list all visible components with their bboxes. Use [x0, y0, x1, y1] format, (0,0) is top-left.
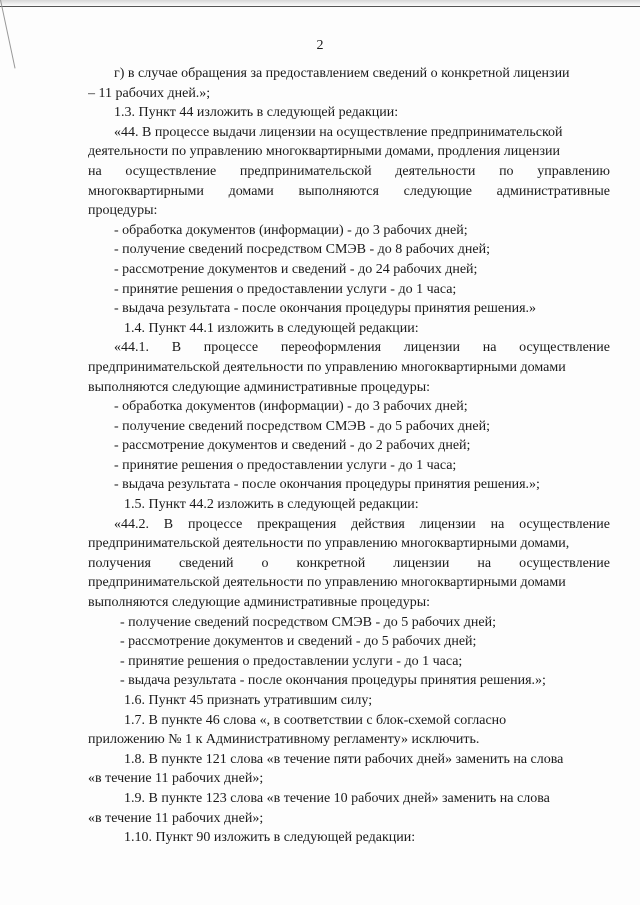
- text-line: 1.6. Пункт 45 признать утратившим силу;: [124, 693, 373, 708]
- text-line: деятельности по управлению многоквартирными домами, продления лицензии: [88, 144, 560, 160]
- text-line: процедуры:: [88, 203, 158, 219]
- text-line: многоквартирными домами выполняются следующие административные: [88, 183, 610, 199]
- list-item: - рассмотрение документов и сведений - до 2 рабочих дней;: [114, 438, 471, 454]
- text-line: «в течение 11 рабочих дней»;: [88, 810, 264, 826]
- list-item: - получение сведений посредством СМЭВ - до 8 рабочих дней;: [114, 242, 491, 258]
- text-line: 1.7. В пункте 46 слова «, в соответствии с блок-схемой согласно: [124, 712, 507, 728]
- scan-corner-mark: [0, 0, 16, 68]
- text-line: приложению № 1 к Административному регламенту» исключить.: [88, 732, 480, 748]
- text-line: 1.4. Пункт 44.1 изложить в следующей редакции:: [124, 320, 419, 336]
- list-item: - рассмотрение документов и сведений - до 24 рабочих дней;: [114, 261, 478, 277]
- list-item: - получение сведений посредством СМЭВ - до 5 рабочих дней;: [120, 614, 497, 630]
- text-line: предпринимательской деятельности по управлению многоквартирными домами: [88, 359, 566, 375]
- text-line: г) в случае обращения за предоставлением сведений о конкретной лицензии: [114, 66, 570, 81]
- list-item: - обработка документов (информации) - до 3 рабочих дней;: [114, 222, 468, 238]
- list-item: - рассмотрение документов и сведений - до 5 рабочих дней;: [120, 634, 477, 650]
- text-line: 1.9. В пункте 123 слова «в течение 10 рабочих дней» заменить на слова: [124, 790, 550, 806]
- text-line: – 11 рабочих дней.»;: [88, 85, 211, 101]
- text-line: выполняются следующие административные процедуры:: [88, 595, 431, 611]
- text-line: 1.8. В пункте 121 слова «в течение пяти рабочих дней» заменить на слова: [124, 751, 564, 767]
- text-line: 1.10. Пункт 90 изложить в следующей редакции:: [124, 830, 416, 846]
- list-item: - получение сведений посредством СМЭВ - до 5 рабочих дней;: [114, 418, 491, 434]
- text-line: 1.5. Пункт 44.2 изложить в следующей редакции:: [124, 497, 419, 513]
- list-item: - принятие решения о предоставлении услуги - до 1 часа;: [114, 281, 457, 297]
- text-line: предпринимательской деятельности по управлению многоквартирными домами: [88, 575, 566, 591]
- text-line: «44. В процессе выдачи лицензии на осуществление предпринимательской: [114, 124, 563, 140]
- scan-top-edge: [0, 0, 640, 7]
- text-line: получения сведений о конкретной лицензии на осуществление: [88, 555, 610, 571]
- list-item: - выдача результата - после окончания процедуры принятия решения.»;: [120, 673, 546, 689]
- page-number: 2: [316, 38, 324, 53]
- text-line: «44.2. В процессе прекращения действия лицензии на осуществление: [114, 516, 610, 532]
- text-line: «44.1. В процессе переоформления лицензии на осуществление: [114, 340, 610, 356]
- text-line: «в течение 11 рабочих дней»;: [88, 771, 264, 787]
- list-item: - принятие решения о предоставлении услуги - до 1 часа;: [120, 653, 463, 669]
- list-item: - выдача результата - после окончания процедуры принятия решения.»: [114, 301, 537, 317]
- text-line: предпринимательской деятельности по управлению многоквартирными домами,: [88, 536, 570, 552]
- list-item: - принятие решения о предоставлении услуги - до 1 часа;: [114, 457, 457, 473]
- list-item: - обработка документов (информации) - до 3 рабочих дней;: [114, 399, 468, 415]
- text-line: выполняются следующие административные процедуры:: [88, 379, 431, 395]
- text-line: 1.3. Пункт 44 изложить в следующей редакции:: [114, 105, 399, 121]
- document-body: [88, 64, 610, 848]
- list-item: - выдача результата - после окончания процедуры принятия решения.»;: [114, 477, 540, 493]
- text-line: на осуществление предпринимательской деятельности по управлению: [88, 163, 610, 179]
